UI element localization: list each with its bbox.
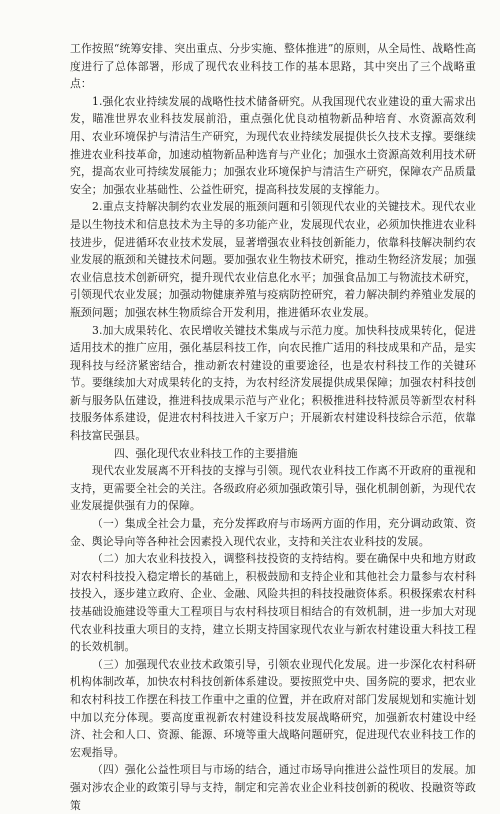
measure-3-paragraph: （三）加强现代农业技术政策引导，引领农业现代化发展。进一步深化农村科研机构体制改革，加快农村科技创新体系建设。要按照党中央、国务院的要求，把农业和农村科技工作摆在科技工作重中之重的位置，并在政府对部门发展规划和实施计划中加以充分体现。要高度重视新农村建设科技发展战略研究，加强新农村建设中经济、社会和人口、资源、能源、环境等重大战略问题研究，促进现代农业科技工作的宏观指导。 [70,657,476,759]
section-2-paragraph: 2.重点支持解决制约农业发展的瓶颈问题和引领现代农业的关键技术。现代农业是以生物技术和信息技术为主导的多功能产业，发展现代农业，必须加快推进农业科技进步，促进循环农业技术发展，显著增强农业科技创新能力，依靠科技解决制约农业发展的瓶颈和关键技术问题。要加强农业生物技术研究，推动生物经济发展；加强农业信息技术创新研究，提升现代农业信息化水平；加强食品加工与物流技术研究，引领现代农业发展；加强动物健康养殖与疫病防控研究，着力解决制约养殖业发展的瓶颈问题；加强农林生物质综合开发利用，推进循环农业发展。 [70,200,476,319]
section-3-paragraph: 3.加大成果转化、农民增收关键技术集成与示范力度。加快科技成果转化，促进适用技术的推广应用，强化基层科技工作，向农民推广适用的科技成果和产品，是实现科技与经济紧密结合，推动新农村建设的重要途径，也是农村科技工作的关键环节。要继续加大对成果转化的支持，为农村经济发展提供成果保障；加强农村科技创新与服务队伍建设，推进科技成果示范与产业化；积极推进科技特派员等新型农村科技服务体系建设，促进农村科技进入千家万户；开展新农村建设科技综合示范，依靠科技富民强县。 [70,323,476,443]
measure-4-paragraph: （四）强化公益性项目与市场的结合，通过市场导向推进公益性项目的发展。加强对涉农企业的政策引导与支持，制定和完善农业企业科技创新的税收、投融资等政策 [70,763,476,812]
measure-2-paragraph: （二）加大农业科技投入，调整科技投资的支持结构。要在确保中央和地方财政对农村科技投入稳定增长的基础上，积极鼓励和支持企业和其他社会力量参与农村科技投入，逐步建立政府、企业、金融、风险共担的科技投融资体系。积极探索农村科技基础设施建设等重大工程项目与农村科技项目相结合的有效机制，进一步加大对现代农业科技重大项目的支持，建立长期支持国家现代农业与新农村建设重大科技工程的长效机制。 [70,552,476,654]
measures-intro-paragraph: 现代农业发展离不开科技的支撑与引领。现代农业科技工作离不开政府的重视和支持，更需要全社会的关注。各级政府必须加强政策引导，强化机制创新，为现代农业发展提供强有力的保障。 [70,464,476,513]
section-heading: 四、强化现代农业科技工作的主要措施 [114,446,298,460]
measure-1-paragraph: （一）集成全社会力量，充分发挥政府与市场两方面的作用，充分调动政策、资金、舆论导向等各种社会因素投入现代农业，支持和关注农业科技的发展。 [70,517,476,548]
section-1-paragraph: 1.强化农业持续发展的战略性技术储备研究。从我国现代农业建设的重大需求出发，瞄准世界农业科技发展前沿，重点强化优良动植物新品种培育、水资源高效利用、农业环境保护与清洁生产研究，为现代农业持续发展提供长久技术支撑。要继续推进农业科技革命，加速动植物新品种选育与产业化；加强水土资源高效利用技术研究，提高农业可持续发展能力；加强农业环境保护与清洁生产研究，保障农产品质量安全；加强农业基础性、公益性研究，提高科技发展的支撑能力。 [70,94,476,196]
intro-paragraph: 工作按照“统筹安排、突出重点、分步实施、整体推进”的原则，从全局性、战略性高度进行了总体部署，形成了现代农业科技工作的基本思路，其中突出了三个战略重点： [70,42,476,91]
